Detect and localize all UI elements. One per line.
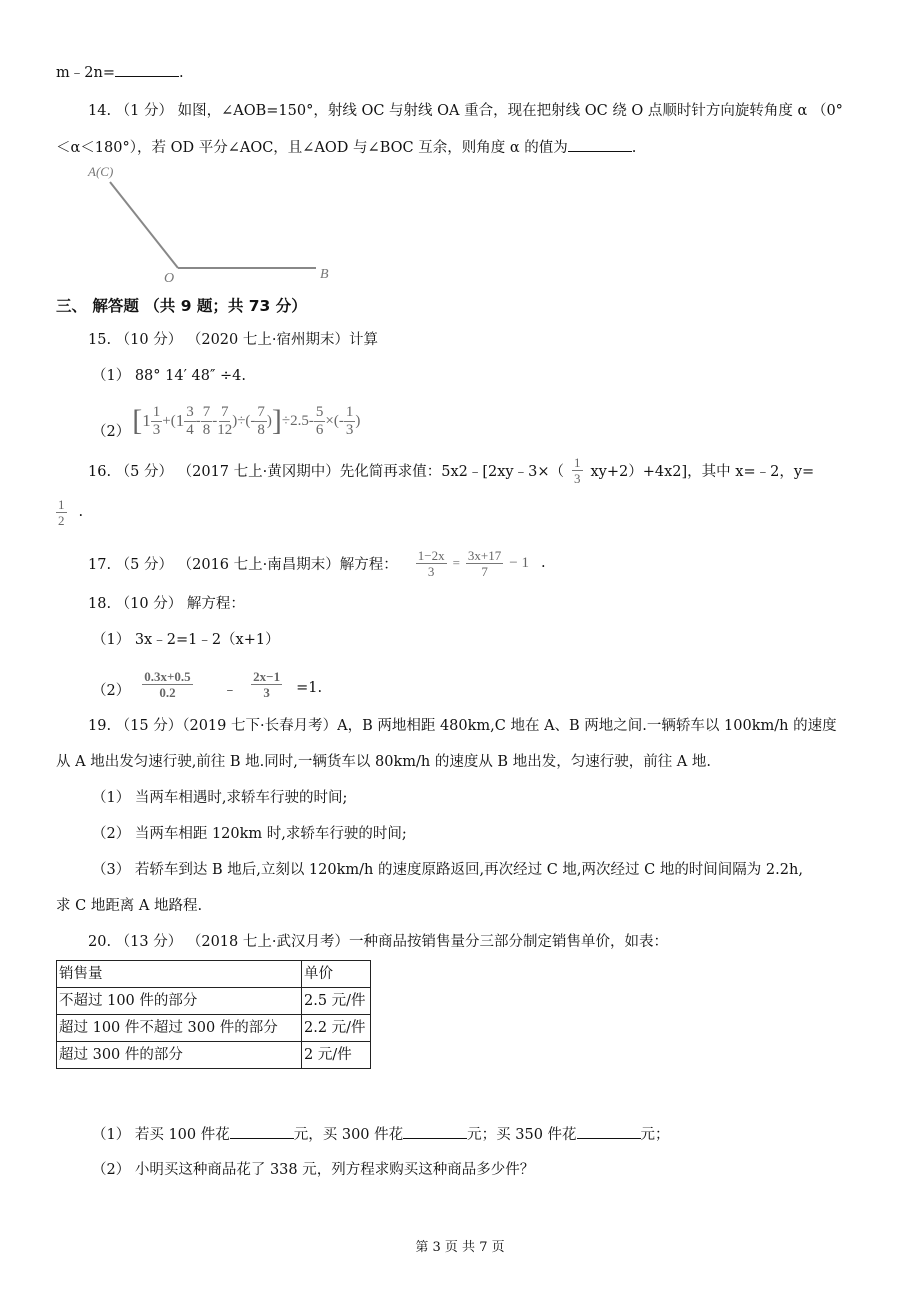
fraction: $\frac{1}{3}$ [345,403,354,438]
fraction: $\frac{0.3x+0.5}{0.2}$ [144,668,191,700]
ray-oa [110,182,178,268]
fraction: $\frac{1-2x}{3}$ [417,547,445,579]
answer-blank [403,1124,467,1139]
q18-part1: （1） 3x﹣2=1﹣2（x+1） [92,632,280,648]
price-table [56,960,371,1069]
part-label: （2） [92,682,131,699]
q19-line1: 19. （15 分）（2019 七下·长春月考）A，B 两地相距 480km,C 地在 A、B 两地之间.一辆轿车以 100km/h 的速度 [88,718,837,734]
table-cell: 不超过 100 件的部分 [57,988,302,1015]
q17-equation: $\frac{1-2x}{3}$ = $\frac{3x+17}{7}$ − 1 [417,547,529,579]
period: . [78,504,84,520]
q15-part1: （1） 88° 14′ 48″ ÷4. [92,368,246,384]
answer-blank [577,1124,641,1139]
label-b: B [320,267,329,282]
equals-one: =1. [296,680,323,696]
fraction: $\frac{7}{12}$ [217,403,233,438]
part-label: （2） [92,423,131,440]
q17-text: 17. （5 分） （2016 七上·南昌期末）解方程： [88,556,398,573]
q15-head: 15. （10 分） （2020 七上·宿州期末）计算 [88,332,378,348]
table-cell: 2 元/件 [302,1042,371,1069]
minus-one: − 1 [509,554,529,571]
left-bracket: [ [132,404,143,437]
fraction: $\frac{7}{8}$ [257,403,265,438]
angle-figure [80,160,360,285]
q18-head: 18. （10 分） 解方程： [88,596,245,612]
table-header-row [57,961,371,988]
fraction-one-half: $\frac{1}{2}$ [58,496,65,528]
mixed-whole: 1 [142,411,151,430]
answer-blank [115,62,179,77]
q20-part2: （2） 小明买这种商品花了 338 元，列方程求购买这种商品多少件？ [92,1162,535,1178]
table-row [57,1042,371,1069]
fraction: $\frac{7}{8}$ [202,403,211,438]
fraction-one-third: $\frac{1}{3}$ [574,454,581,486]
table-cell: 2.2 元/件 [302,1015,371,1042]
fraction: $\frac{5}{6}$ [315,403,324,438]
q15-expression: [ 1 $\frac{1}{3}$ +( 1 $\frac{3}{4}$ - $\frac{7}{8}$ - $\frac{7}{12}$ )÷(- $\frac{7}{8}$ ) ] ÷ 2.5 - $\frac{5}{6}$ ×(- $\frac{1}{3}$ ) [132,403,361,438]
q16-line2 [56,494,83,530]
decimal: 2.5 [290,412,309,429]
table-cell: 超过 300 件的部分 [57,1042,302,1069]
table-row [57,1015,371,1042]
q19-line2: 从 A 地出发匀速行驶,前往 B 地.同时,一辆货车以 80km/h 的速度从 B 地出发，匀速行驶，前往 A 地. [56,754,711,770]
q16-line1 [88,448,814,492]
table-cell: 2.5 元/件 [302,988,371,1015]
answer-blank [230,1124,294,1139]
label-a-c: A(C) [88,164,114,179]
q19-part3-cont: 求 C 地距离 A 地路程. [56,898,203,914]
answer-blank [568,137,632,152]
period: . [631,140,637,156]
q15-part2 [92,398,360,444]
section-title: 三、 解答题 （共 9 题；共 73 分） [56,297,307,315]
mixed-whole: 1 [175,411,185,430]
table-header: 销售量 [57,961,302,988]
period: . [540,555,546,571]
q19-part2: （2） 当两车相距 120km 时,求轿车行驶的时间; [92,826,407,842]
fraction: $\frac{2x-1}{3}$ [253,668,281,700]
q19-part3: （3） 若轿车到达 B 地后,立刻以 120km/h 的速度原路返回,再次经过 C 地,两次经过 C 地的时间间隔为 2.2h, [92,862,803,878]
label-o: O [164,271,175,285]
q17-line [88,543,546,583]
q14-line1: 14. （1 分） 如图，∠AOB=150°，射线 OC 与射线 OA 重合，现在把射线 OC 绕 O 点顺时针方向旋转角度 α （0° [88,103,843,119]
top-line-text: m﹣2n= [56,65,115,81]
right-bracket: ] [271,404,282,437]
table-cell: 超过 100 件不超过 300 件的部分 [57,1015,302,1042]
q16-text-b: xy+2）+4x2]，其中 x=﹣2，y= [590,463,815,480]
q14-line2 [56,137,636,158]
q18-part2 [92,660,322,708]
q20-head: 20. （13 分） （2018 七上·武汉月考）一种商品按销售量分三部分制定销售单价，如表： [88,934,668,950]
fraction: $\frac{1}{3}$ [152,403,161,438]
fraction: $\frac{3x+17}{7}$ [467,547,502,579]
q20-text: 元； [640,1127,670,1143]
period: . [178,65,184,81]
q20-part1 [92,1124,670,1145]
fraction: $\frac{3}{4}$ [186,403,194,438]
q14-text: ＜α＜180°），若 OD 平分∠AOC，且∠AOD 与∠BOC 互余，则角度 α 的值为 [56,140,568,156]
q19-part1: （1） 当两车相遇时,求轿车行驶的时间; [92,790,348,806]
q16-text: 16. （5 分） （2017 七上·黄冈期中）先化简再求值：5x2﹣[2xy﹣3×（ [88,463,564,480]
q20-text: 元，买 300 件花 [293,1127,404,1143]
q20-text: 元；买 350 件花 [467,1127,577,1143]
top-line [56,62,184,83]
table-header: 单价 [302,961,371,988]
page-footer: 第 3 页 共 7 页 [415,1240,505,1255]
q20-text: （1） 若买 100 件花 [92,1127,230,1143]
minus-sign: ﹣ [222,681,238,698]
table-row [57,988,371,1015]
